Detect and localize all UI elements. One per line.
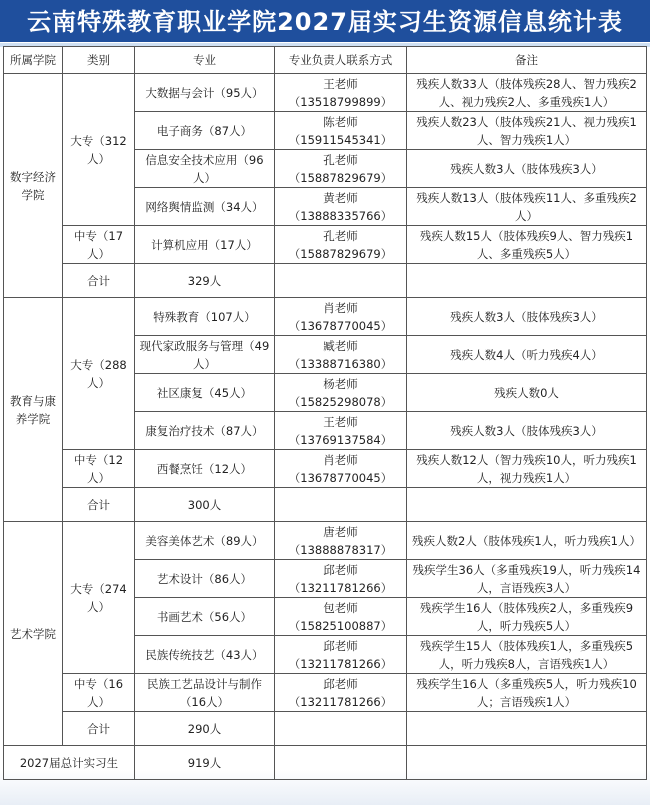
contact-cell: 王老师（13769137584） bbox=[275, 412, 407, 450]
subtotal-empty-remark bbox=[407, 712, 647, 746]
remark-cell: 残疾人数3人（肢体残疾3人） bbox=[407, 150, 647, 188]
subtotal-label: 合计 bbox=[63, 264, 135, 298]
grand-total-empty-contact bbox=[275, 746, 407, 780]
remark-cell: 残疾人数12人（智力残疾10人，听力残疾1人，视力残疾1人） bbox=[407, 450, 647, 488]
remark-cell: 残疾人数15人（肢体残疾9人、智力残疾1人、多重残疾5人） bbox=[407, 226, 647, 264]
major-cell: 计算机应用（17人） bbox=[135, 226, 275, 264]
remark-cell: 残疾人数3人（肢体残疾3人） bbox=[407, 298, 647, 336]
header-contact: 专业负责人联系方式 bbox=[275, 47, 407, 74]
major-cell: 民族工艺品设计与制作（16人） bbox=[135, 674, 275, 712]
remark-cell: 残疾学生15人（肢体残疾1人，多重残疾5人，听力残疾8人，言语残疾1人） bbox=[407, 636, 647, 674]
contact-cell: 邱老师（13211781266） bbox=[275, 636, 407, 674]
major-cell: 大数据与会计（95人） bbox=[135, 74, 275, 112]
table-row bbox=[4, 674, 647, 712]
major-cell: 现代家政服务与管理（49人） bbox=[135, 336, 275, 374]
table-row bbox=[4, 226, 647, 264]
subtotal-empty-remark bbox=[407, 264, 647, 298]
major-cell: 艺术设计（86人） bbox=[135, 560, 275, 598]
subtotal-value: 300人 bbox=[135, 488, 275, 522]
subtotal-label: 合计 bbox=[63, 712, 135, 746]
remark-cell: 残疾人数33人（肢体残疾28人、智力残疾2人、视力残疾2人、多重残疾1人） bbox=[407, 74, 647, 112]
subtotal-row bbox=[4, 264, 647, 298]
subtotal-row bbox=[4, 712, 647, 746]
contact-cell: 臧老师（13388716380） bbox=[275, 336, 407, 374]
category-level: 中专（17人） bbox=[63, 226, 135, 264]
subtotal-row bbox=[4, 488, 647, 522]
header-category: 类别 bbox=[63, 47, 135, 74]
major-cell: 西餐烹饪（12人） bbox=[135, 450, 275, 488]
remark-cell: 残疾学生36人（多重残疾19人，听力残疾14人，言语残疾3人） bbox=[407, 560, 647, 598]
major-cell: 电子商务（87人） bbox=[135, 112, 275, 150]
grand-total-row bbox=[4, 746, 647, 780]
contact-cell: 孔老师（15887829679） bbox=[275, 150, 407, 188]
header-major: 专业 bbox=[135, 47, 275, 74]
college-name: 艺术学院 bbox=[4, 522, 63, 746]
contact-cell: 陈老师（15911545341） bbox=[275, 112, 407, 150]
contact-cell: 唐老师（13888878317） bbox=[275, 522, 407, 560]
table-row bbox=[4, 450, 647, 488]
remark-cell: 残疾人数23人（肢体残疾21人、视力残疾1人、智力残疾1人） bbox=[407, 112, 647, 150]
major-cell: 书画艺术（56人） bbox=[135, 598, 275, 636]
remark-cell: 残疾学生16人（肢体残疾2人，多重残疾9人，听力残疾5人） bbox=[407, 598, 647, 636]
header-remark: 备注 bbox=[407, 47, 647, 74]
remark-cell: 残疾人数13人（肢体残疾11人、多重残疾2人） bbox=[407, 188, 647, 226]
subtotal-value: 290人 bbox=[135, 712, 275, 746]
contact-cell: 杨老师（15825298078） bbox=[275, 374, 407, 412]
intern-statistics-table bbox=[3, 46, 647, 780]
college-name: 教育与康养学院 bbox=[4, 298, 63, 522]
contact-cell: 黄老师（13888335766） bbox=[275, 188, 407, 226]
page-title: 云南特殊教育职业学院2027届实习生资源信息统计表 bbox=[27, 8, 623, 36]
subtotal-empty-contact bbox=[275, 712, 407, 746]
remark-cell: 残疾人数3人（肢体残疾3人） bbox=[407, 412, 647, 450]
subtotal-label: 合计 bbox=[63, 488, 135, 522]
subtotal-value: 329人 bbox=[135, 264, 275, 298]
grand-total-label: 2027届总计实习生 bbox=[4, 746, 135, 780]
remark-cell: 残疾学生16人（多重残疾5人，听力残疾10人；言语残疾1人） bbox=[407, 674, 647, 712]
remark-cell: 残疾人数2人（肢体残疾1人，听力残疾1人） bbox=[407, 522, 647, 560]
category-level: 中专（16人） bbox=[63, 674, 135, 712]
contact-cell: 包老师（15825100887） bbox=[275, 598, 407, 636]
table-row bbox=[4, 74, 647, 112]
major-cell: 美容美体艺术（89人） bbox=[135, 522, 275, 560]
category-level: 中专（12人） bbox=[63, 450, 135, 488]
grand-total-value: 919人 bbox=[135, 746, 275, 780]
header-college: 所属学院 bbox=[4, 47, 63, 74]
category-level: 大专（312人） bbox=[63, 74, 135, 226]
college-name: 数字经济学院 bbox=[4, 74, 63, 298]
remark-cell: 残疾人数0人 bbox=[407, 374, 647, 412]
subtotal-empty-remark bbox=[407, 488, 647, 522]
major-cell: 康复治疗技术（87人） bbox=[135, 412, 275, 450]
table-row bbox=[4, 522, 647, 560]
grand-total-empty-remark bbox=[407, 746, 647, 780]
table-row bbox=[4, 298, 647, 336]
subtotal-empty-contact bbox=[275, 264, 407, 298]
major-cell: 网络舆情监测（34人） bbox=[135, 188, 275, 226]
major-cell: 社区康复（45人） bbox=[135, 374, 275, 412]
contact-cell: 孔老师（15887829679） bbox=[275, 226, 407, 264]
category-level: 大专（274人） bbox=[63, 522, 135, 674]
contact-cell: 邱老师（13211781266） bbox=[275, 560, 407, 598]
category-level: 大专（288人） bbox=[63, 298, 135, 450]
contact-cell: 肖老师（13678770045） bbox=[275, 298, 407, 336]
remark-cell: 残疾人数4人（听力残疾4人） bbox=[407, 336, 647, 374]
header-row bbox=[4, 47, 647, 74]
subtotal-empty-contact bbox=[275, 488, 407, 522]
major-cell: 民族传统技艺（43人） bbox=[135, 636, 275, 674]
contact-cell: 王老师（13518799899） bbox=[275, 74, 407, 112]
contact-cell: 邱老师（13211781266） bbox=[275, 674, 407, 712]
major-cell: 信息安全技术应用（96人） bbox=[135, 150, 275, 188]
major-cell: 特殊教育（107人） bbox=[135, 298, 275, 336]
contact-cell: 肖老师（13678770045） bbox=[275, 450, 407, 488]
